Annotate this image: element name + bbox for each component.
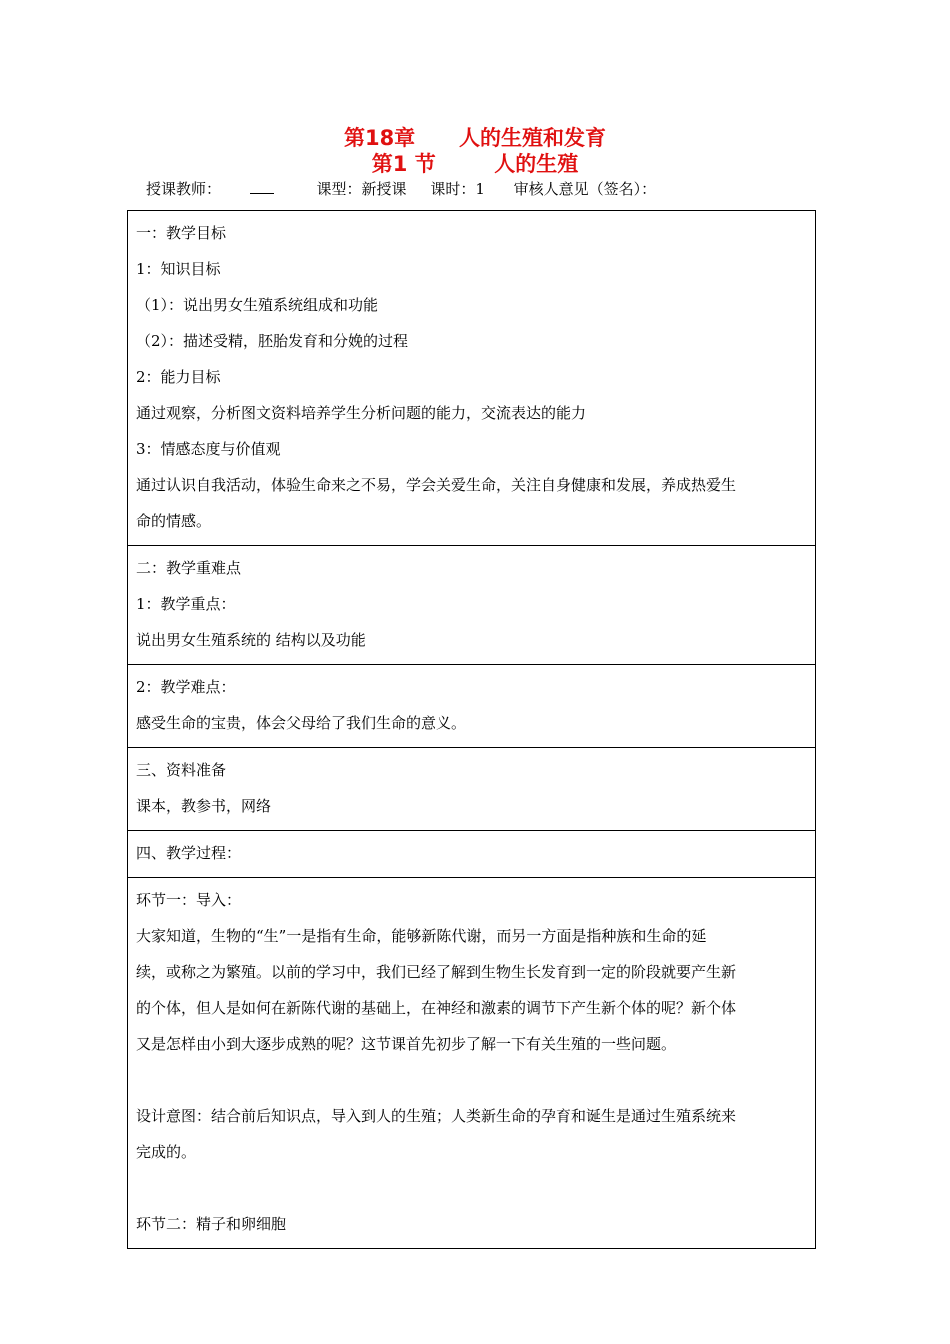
chapter-title: 第18章 人的生殖和发育 [343, 126, 607, 150]
key-title: 1：教学重点： [136, 595, 236, 613]
lesson-plan-table [127, 210, 816, 1249]
knowledge-title: 1：知识目标 [136, 260, 221, 278]
ability-text: 通过观察，分析图文资料培养学生分析问题的能力，交流表达的能力 [136, 404, 587, 422]
materials-cell [128, 748, 816, 831]
course-type: 课型：新授课 [316, 180, 407, 198]
difficulty-title: 2：教学难点： [136, 678, 236, 696]
process-heading: 四、教学过程： [136, 844, 242, 862]
reviewer-label: 审核人意见（签名）： [513, 180, 657, 198]
spacer [136, 1062, 807, 1098]
table-row [128, 546, 816, 665]
table-row [128, 211, 816, 546]
table-row [128, 748, 816, 831]
difficulties-cell [128, 665, 816, 748]
step2-title: 环节二：精子和卵细胞 [136, 1215, 287, 1233]
emotion-text: 命的情感。 [136, 512, 212, 530]
knowledge-item: （1）：说出男女生殖系统组成和功能 [136, 296, 379, 314]
design-intent: 完成的。 [136, 1143, 197, 1161]
ability-title: 2：能力目标 [136, 368, 221, 386]
objectives-cell [128, 211, 816, 546]
step1-text: 又是怎样由小到大逐步成熟的呢？这节课首先初步了解一下有关生殖的一些问题。 [136, 1035, 677, 1053]
spacer [136, 1170, 807, 1206]
emotion-title: 3：情感态度与价值观 [136, 440, 281, 458]
teacher-name-blank [250, 180, 274, 194]
teacher-label: 授课教师： [146, 180, 222, 198]
step1-text: 续，或称之为繁殖。以前的学习中，我们已经了解到生物生长发育到一定的阶段就要产生新 [136, 963, 737, 981]
objectives-heading: 一：教学目标 [136, 224, 227, 242]
table-row [128, 878, 816, 1249]
emotion-text: 通过认识自我活动，体验生命来之不易，学会关爱生命，关注自身健康和发展，养成热爱生 [136, 476, 737, 494]
design-intent: 设计意图：结合前后知识点，导入到人的生殖；人类新生命的孕育和诞生是通过生殖系统来 [136, 1107, 737, 1125]
table-row [128, 831, 816, 878]
key-points-heading: 二：教学重难点 [136, 559, 242, 577]
process-cell [128, 831, 816, 878]
knowledge-item: （2）：描述受精，胚胎发育和分娩的过程 [136, 332, 409, 350]
lesson-meta-row [146, 178, 656, 199]
steps-cell [128, 878, 816, 1249]
materials-text: 课本，教参书，网络 [136, 797, 272, 815]
materials-heading: 三、资料准备 [136, 761, 227, 779]
step1-text: 大家知道，生物的“生”一是指有生命，能够新陈代谢，而另一方面是指种族和生命的延 [136, 927, 707, 945]
key-points-cell [128, 546, 816, 665]
step1-text: 的个体，但人是如何在新陈代谢的基础上，在神经和激素的调节下产生新个体的呢？新个体 [136, 999, 737, 1017]
difficulty-text: 感受生命的宝贵，体会父母给了我们生命的意义。 [136, 714, 467, 732]
section-title: 第1 节 人的生殖 [371, 152, 579, 176]
step1-title: 环节一：导入： [136, 891, 242, 909]
table-row [128, 665, 816, 748]
key-text: 说出男女生殖系统的 结构以及功能 [136, 631, 366, 649]
class-hours: 课时：1 [430, 180, 485, 198]
